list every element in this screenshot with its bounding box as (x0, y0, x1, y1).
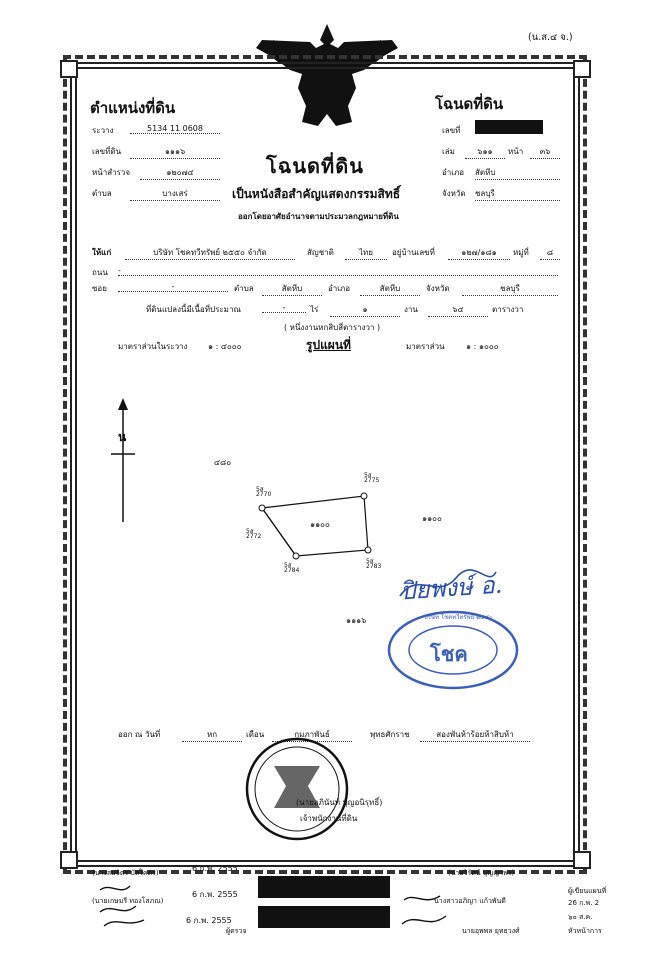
footer-role-3: ผู้ตรวจ (226, 927, 247, 935)
area-ngan-unit: งาน (404, 305, 418, 314)
area-rai-unit: ไร่ (310, 305, 319, 314)
footer-name-mid-3: นายอุพพล ยุทธวงศ์ (462, 927, 520, 935)
deed-main-title: โฉนดที่ดิน (266, 154, 364, 178)
redacted-area-2 (258, 906, 390, 928)
subdistrict-label: ตำบล (92, 189, 112, 198)
area-note: ( หนึ่งงานหกสิบสี่ตารางวา ) (284, 323, 381, 332)
footer-name-2: (นายเกษมรี ทองโสภณ) (92, 897, 164, 905)
owner-name: บริษัท โชคทวีทรัพย์ ๒๕๕๐ จำกัด (125, 246, 295, 260)
corner-ornament (60, 851, 78, 869)
official-seal (234, 736, 360, 842)
company-stamp-ring-text: บริษัท โชคทวีทรัพย์ ๒๕๕๐ (424, 614, 493, 621)
boundary-marker (361, 493, 367, 499)
corner-ornament (60, 60, 78, 78)
area-wa-unit: ตารางวา (492, 305, 524, 314)
parcel-no-label: เลขที่ดิน (92, 147, 122, 156)
boundary-marker (293, 553, 299, 559)
survey-page-value: ๑๒๐๗๔ (140, 166, 220, 180)
page-label: หน้า (508, 147, 524, 156)
footer-date-right-3: ๖๐ ส.ค. (568, 913, 593, 921)
point-prefix: 5ส (364, 472, 372, 479)
nationality-label: สัญชาติ (307, 248, 334, 257)
boundary-marker (365, 547, 371, 553)
footer-date-3: 6 ก.พ. 2555 (186, 916, 232, 925)
soi-label: ซอย (92, 284, 107, 293)
road-label: ถนน (92, 268, 108, 277)
owner-subdistrict-label: ตำบล (234, 284, 254, 293)
page-value: ๓๖ (530, 145, 560, 159)
footer-signatures-right (400, 890, 450, 934)
map-scale-label: มาตราส่วน (406, 342, 445, 351)
handwritten-signature: ปิยพงษ์ อ. (399, 570, 504, 606)
point-label: 2772 (246, 533, 262, 540)
footer-role-2: ผู้เขียนแผนที่ (568, 887, 607, 895)
deed-title-right: โฉนดที่ดิน (435, 95, 504, 113)
issue-month: กุมภาพันธ์ (272, 728, 352, 742)
parcel-no-value: ๑๑๑๖ (130, 145, 220, 159)
subdistrict-value: บางเสร่ (130, 187, 220, 201)
point-label: 2770 (256, 491, 272, 498)
volume-label: เล่ม (442, 147, 455, 156)
point-label: 2783 (366, 563, 382, 570)
owner-label: ให้แก่ (92, 248, 112, 257)
deed-subtitle: เป็นหนังสือสำคัญแสดงกรรมสิทธิ์ (232, 187, 401, 201)
point-prefix: 5ส (246, 528, 254, 535)
location-title: ตำแหน่งที่ดิน (90, 99, 176, 117)
moo-label: หมู่ที่ (513, 248, 529, 257)
owner-district-value: สัตหีบ (360, 282, 420, 296)
adjacent-parcel-bottom: ๑๑๑๖ (346, 616, 367, 625)
owner-province-label: จังหวัด (426, 284, 450, 293)
official-name: (นายอภินันท์ บุญอนิรุทธิ์) (296, 798, 383, 807)
footer-date-2: 6 ก.พ. 2555 (192, 890, 238, 899)
sheet-scale-label: มาตราส่วนในระวาง (118, 342, 188, 351)
sheet-label: ระวาง (92, 126, 114, 135)
map-title: รูปแผนที่ (306, 338, 351, 352)
north-label: น (118, 430, 127, 444)
issue-year-label: พุทธศักราช (370, 730, 410, 739)
sheet-scale-value: ๑ : ๔๐๐๐ (208, 342, 242, 351)
district-value: สัตหีบ (475, 166, 560, 180)
area-wa: ๖๔ (428, 303, 488, 317)
point-prefix: 5ส (256, 486, 264, 493)
form-code: (น.ส.๔ จ.) (528, 32, 573, 43)
corner-ornament (573, 60, 591, 78)
soi-value: - (118, 282, 228, 292)
house-no-value: ๑๒๗/๑๘๑ (448, 246, 510, 260)
adjacent-parcel-right: ๑๑๐๐ (422, 514, 442, 523)
owner-province-value: ชลบุรี (462, 282, 558, 296)
footer-name-1: (นางสมจิตร บัลโคตร) (92, 869, 159, 877)
owner-district-label: อำเภอ (328, 284, 351, 293)
road-value: - (118, 266, 558, 276)
point-label: 2775 (364, 477, 380, 484)
deed-no-label: เลขที่ (442, 126, 461, 135)
issue-day: หก (182, 728, 242, 742)
footer-role-right-3: หัวหน้าการ (568, 927, 602, 935)
issue-prefix: ออก ณ วันที่ (118, 730, 161, 739)
point-label: 2784 (284, 567, 300, 574)
point-prefix: 5ส (284, 562, 292, 569)
authority-line: ออกโดยอาศัยอำนาจตามประมวลกฎหมายที่ดิน (238, 212, 399, 221)
footer-date-right-2: 26 ก.พ. 2 (568, 899, 600, 907)
area-ngan: ๑ (330, 303, 400, 317)
redacted-area-1 (258, 876, 390, 898)
issue-year: สองพันห้าร้อยห้าสิบห้า (420, 728, 530, 742)
owner-subdistrict-value: สัตหีบ (262, 282, 322, 296)
point-prefix: 5ส (366, 558, 374, 565)
volume-value: ๖๑๑ (465, 145, 505, 159)
redacted-deed-number (475, 120, 543, 134)
signature-stroke (398, 566, 498, 602)
area-label: ที่ดินแปลงนี้มีเนื้อที่ประมาณ (146, 305, 241, 314)
map-scale-value: ๑ : ๑๐๐๐ (466, 342, 499, 351)
province-value: ชลบุรี (475, 187, 560, 201)
province-label: จังหวัด (442, 189, 466, 198)
parcel-number-map: ๑๑๐๐ (310, 520, 330, 529)
corner-ornament (573, 851, 591, 869)
nationality-value: ไทย (345, 246, 387, 260)
footer-name-mid-2: นางสาวอภิญา แก้วพันดี (434, 897, 506, 905)
company-stamp-text: โชค (430, 642, 468, 666)
moo-value: ๘ (540, 246, 560, 260)
survey-page-label: หน้าสำรวจ (92, 168, 131, 177)
footer-date-1: 6 ก.พ. 2555 (192, 864, 238, 873)
issue-month-label: เดือน (246, 730, 265, 739)
footer-signatures (96, 880, 156, 930)
sheet-value: 5134 11 0608 (130, 124, 220, 134)
footer-name-right-1: (นายวิรัตน์ บุญญาพร) (448, 869, 515, 877)
adjacent-parcel-top: ๔๘๐ (214, 458, 232, 467)
boundary-marker (259, 505, 265, 511)
district-label: อำเภอ (442, 168, 465, 177)
area-rai: - (262, 303, 306, 313)
house-no-label: อยู่บ้านเลขที่ (392, 248, 435, 257)
official-title: เจ้าพนักงานที่ดิน (300, 814, 358, 823)
north-arrow-icon (108, 398, 138, 526)
